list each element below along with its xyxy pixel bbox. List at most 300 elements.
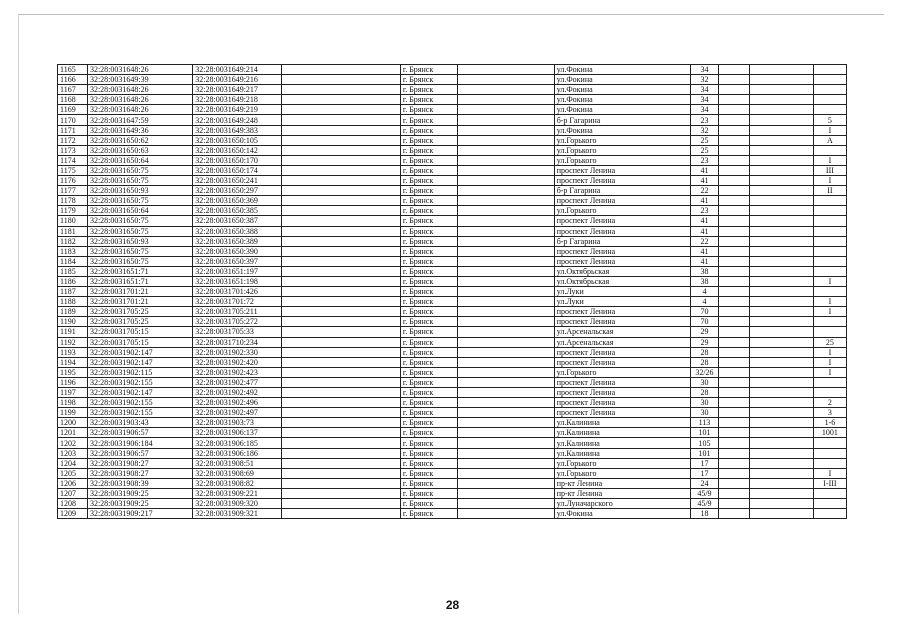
parcel-cadastral-number-cell: 32:28:0031908:27 [87,468,192,478]
empty-cell [749,377,813,387]
house-number-cell: 101 [691,428,719,438]
empty-cell [718,468,749,478]
object-cadastral-number-cell: 32:28:0031650:385 [193,206,282,216]
premises-number-cell [813,216,846,226]
row-number-cell: 1178 [58,196,88,206]
empty-cell [457,377,554,387]
empty-cell [718,226,749,236]
empty-cell [457,236,554,246]
object-cadastral-number-cell: 32:28:0031909:321 [193,509,282,519]
parcel-cadastral-number-cell: 32:28:0031650:93 [87,186,192,196]
parcel-cadastral-number-cell: 32:28:0031902:155 [87,398,192,408]
empty-cell [457,145,554,155]
city-cell: г. Брянск [400,287,457,297]
house-number-cell: 29 [691,327,719,337]
house-number-cell: 17 [691,458,719,468]
house-number-cell: 34 [691,95,719,105]
street-cell: проспект Ленина [554,226,690,236]
parcel-cadastral-number-cell: 32:28:0031649:39 [87,75,192,85]
parcel-cadastral-number-cell: 32:28:0031909:25 [87,488,192,498]
empty-cell [718,155,749,165]
street-cell: ул.Октябрьская [554,276,690,286]
premises-number-cell [813,85,846,95]
premises-number-cell: I [813,125,846,135]
object-cadastral-number-cell: 32:28:0031649:216 [193,75,282,85]
premises-number-cell: I [813,276,846,286]
house-number-cell: 41 [691,216,719,226]
parcel-cadastral-number-cell: 32:28:0031650:75 [87,226,192,236]
city-cell: г. Брянск [400,266,457,276]
empty-cell [718,327,749,337]
parcel-cadastral-number-cell: 32:28:0031648:26 [87,65,192,75]
empty-cell [718,95,749,105]
premises-number-cell: III [813,165,846,175]
city-cell: г. Брянск [400,246,457,256]
empty-cell [718,176,749,186]
row-number-cell: 1192 [58,337,88,347]
city-cell: г. Брянск [400,327,457,337]
premises-number-cell: I [813,176,846,186]
empty-cell [749,256,813,266]
empty-cell [718,307,749,317]
house-number-cell: 113 [691,418,719,428]
object-cadastral-number-cell: 32:28:0031650:390 [193,246,282,256]
parcel-cadastral-number-cell: 32:28:0031701:21 [87,287,192,297]
empty-cell [282,256,401,266]
empty-cell [749,488,813,498]
table-row [58,135,847,145]
city-cell: г. Брянск [400,95,457,105]
empty-cell [718,276,749,286]
empty-cell [718,206,749,216]
house-number-cell: 45/9 [691,499,719,509]
premises-number-cell [813,388,846,398]
object-cadastral-number-cell: 32:28:0031649:248 [193,115,282,125]
city-cell: г. Брянск [400,398,457,408]
city-cell: г. Брянск [400,75,457,85]
empty-cell [282,458,401,468]
empty-cell [718,165,749,175]
empty-cell [457,428,554,438]
premises-number-cell: 25 [813,337,846,347]
house-number-cell: 38 [691,266,719,276]
parcel-cadastral-number-cell: 32:28:0031909:217 [87,509,192,519]
premises-number-cell [813,95,846,105]
row-number-cell: 1196 [58,377,88,387]
street-cell: ул.Луки [554,287,690,297]
object-cadastral-number-cell: 32:28:0031909:320 [193,499,282,509]
row-number-cell: 1203 [58,448,88,458]
object-cadastral-number-cell: 32:28:0031650:241 [193,176,282,186]
object-cadastral-number-cell: 32:28:0031650:388 [193,226,282,236]
empty-cell [282,468,401,478]
empty-cell [457,357,554,367]
street-cell: ул.Фокина [554,65,690,75]
street-cell: проспект Ленина [554,165,690,175]
empty-cell [749,276,813,286]
row-number-cell: 1168 [58,95,88,105]
table-row [58,499,847,509]
object-cadastral-number-cell: 32:28:0031651:197 [193,266,282,276]
object-cadastral-number-cell: 32:28:0031650:142 [193,145,282,155]
empty-cell [457,206,554,216]
object-cadastral-number-cell: 32:28:0031705:33 [193,327,282,337]
city-cell: г. Брянск [400,448,457,458]
city-cell: г. Брянск [400,337,457,347]
table-row [58,357,847,367]
empty-cell [457,85,554,95]
empty-cell [282,65,401,75]
premises-number-cell [813,438,846,448]
empty-cell [457,317,554,327]
house-number-cell: 32/26 [691,367,719,377]
house-number-cell: 70 [691,317,719,327]
empty-cell [282,347,401,357]
empty-cell [749,317,813,327]
house-number-cell: 4 [691,297,719,307]
empty-cell [282,408,401,418]
row-number-cell: 1185 [58,266,88,276]
empty-cell [282,448,401,458]
empty-cell [457,418,554,428]
empty-cell [457,135,554,145]
city-cell: г. Брянск [400,418,457,428]
premises-number-cell: II [813,186,846,196]
city-cell: г. Брянск [400,105,457,115]
empty-cell [749,226,813,236]
house-number-cell: 28 [691,347,719,357]
object-cadastral-number-cell: 32:28:0031650:174 [193,165,282,175]
empty-cell [718,105,749,115]
street-cell: ул.Калинина [554,438,690,448]
street-cell: ул.Фокина [554,105,690,115]
object-cadastral-number-cell: 32:28:0031906:137 [193,428,282,438]
street-cell: ул.Горького [554,206,690,216]
parcel-cadastral-number-cell: 32:28:0031650:75 [87,176,192,186]
parcel-cadastral-number-cell: 32:28:0031906:184 [87,438,192,448]
street-cell: ул.Горького [554,135,690,145]
premises-number-cell [813,256,846,266]
row-number-cell: 1205 [58,468,88,478]
city-cell: г. Брянск [400,145,457,155]
parcel-cadastral-number-cell: 32:28:0031902:147 [87,357,192,367]
empty-cell [749,145,813,155]
empty-cell [457,65,554,75]
empty-cell [749,448,813,458]
premises-number-cell: I [813,357,846,367]
street-cell: проспект Ленина [554,176,690,186]
empty-cell [282,478,401,488]
table-row [58,266,847,276]
empty-cell [718,448,749,458]
empty-cell [457,458,554,468]
premises-number-cell [813,206,846,216]
house-number-cell: 105 [691,438,719,448]
city-cell: г. Брянск [400,357,457,367]
table-row [58,327,847,337]
street-cell: ул.Горького [554,155,690,165]
empty-cell [718,145,749,155]
parcel-cadastral-number-cell: 32:28:0031908:39 [87,478,192,488]
empty-cell [457,216,554,226]
premises-number-cell: 5 [813,115,846,125]
object-cadastral-number-cell: 32:28:0031650:105 [193,135,282,145]
empty-cell [718,266,749,276]
premises-number-cell: I [813,297,846,307]
street-cell: б-р Гагарина [554,236,690,246]
table-row [58,246,847,256]
row-number-cell: 1206 [58,478,88,488]
row-number-cell: 1171 [58,125,88,135]
row-number-cell: 1182 [58,236,88,246]
parcel-cadastral-number-cell: 32:28:0031650:64 [87,155,192,165]
empty-cell [749,367,813,377]
parcel-cadastral-number-cell: 32:28:0031909:25 [87,499,192,509]
empty-cell [282,196,401,206]
city-cell: г. Брянск [400,125,457,135]
empty-cell [282,145,401,155]
house-number-cell: 41 [691,176,719,186]
house-number-cell: 4 [691,287,719,297]
street-cell: проспект Ленина [554,246,690,256]
row-number-cell: 1197 [58,388,88,398]
city-cell: г. Брянск [400,428,457,438]
city-cell: г. Брянск [400,155,457,165]
empty-cell [749,408,813,418]
object-cadastral-number-cell: 32:28:0031705:272 [193,317,282,327]
city-cell: г. Брянск [400,256,457,266]
empty-cell [457,186,554,196]
parcel-cadastral-number-cell: 32:28:0031650:75 [87,196,192,206]
table-row [58,448,847,458]
empty-cell [457,347,554,357]
empty-cell [282,75,401,85]
empty-cell [282,85,401,95]
object-cadastral-number-cell: 32:28:0031650:397 [193,256,282,266]
register-table-body [58,65,847,519]
empty-cell [457,478,554,488]
empty-cell [749,458,813,468]
house-number-cell: 30 [691,408,719,418]
object-cadastral-number-cell: 32:28:0031903:73 [193,418,282,428]
object-cadastral-number-cell: 32:28:0031649:219 [193,105,282,115]
empty-cell [749,307,813,317]
street-cell: проспект Ленина [554,196,690,206]
house-number-cell: 23 [691,115,719,125]
house-number-cell: 22 [691,236,719,246]
empty-cell [749,327,813,337]
empty-cell [457,448,554,458]
empty-cell [282,307,401,317]
house-number-cell: 101 [691,448,719,458]
house-number-cell: 29 [691,337,719,347]
empty-cell [282,377,401,387]
street-cell: пр-кт Ленина [554,478,690,488]
empty-cell [457,509,554,519]
street-cell: ул.Горького [554,367,690,377]
object-cadastral-number-cell: 32:28:0031902:497 [193,408,282,418]
street-cell: проспект Ленина [554,317,690,327]
row-number-cell: 1201 [58,428,88,438]
house-number-cell: 70 [691,307,719,317]
city-cell: г. Брянск [400,115,457,125]
empty-cell [749,236,813,246]
empty-cell [282,488,401,498]
empty-cell [749,216,813,226]
empty-cell [749,135,813,145]
empty-cell [457,176,554,186]
empty-cell [282,236,401,246]
empty-cell [282,499,401,509]
house-number-cell: 30 [691,398,719,408]
object-cadastral-number-cell: 32:28:0031906:186 [193,448,282,458]
premises-number-cell [813,196,846,206]
row-number-cell: 1202 [58,438,88,448]
parcel-cadastral-number-cell: 32:28:0031650:75 [87,165,192,175]
parcel-cadastral-number-cell: 32:28:0031705:25 [87,307,192,317]
table-row [58,297,847,307]
street-cell: ул.Луначарского [554,499,690,509]
table-row [58,488,847,498]
table-row [58,145,847,155]
empty-cell [718,287,749,297]
row-number-cell: 1179 [58,206,88,216]
house-number-cell: 25 [691,135,719,145]
empty-cell [718,256,749,266]
street-cell: ул.Калинина [554,428,690,438]
house-number-cell: 34 [691,85,719,95]
table-row [58,125,847,135]
premises-number-cell [813,75,846,85]
table-row [58,478,847,488]
empty-cell [282,115,401,125]
empty-cell [718,488,749,498]
city-cell: г. Брянск [400,499,457,509]
house-number-cell: 41 [691,246,719,256]
empty-cell [718,196,749,206]
row-number-cell: 1204 [58,458,88,468]
empty-cell [282,246,401,256]
parcel-cadastral-number-cell: 32:28:0031650:63 [87,145,192,155]
table-row [58,287,847,297]
row-number-cell: 1184 [58,256,88,266]
street-cell: ул.Фокина [554,85,690,95]
empty-cell [749,176,813,186]
table-row [58,165,847,175]
empty-cell [718,186,749,196]
row-number-cell: 1175 [58,165,88,175]
row-number-cell: 1199 [58,408,88,418]
premises-number-cell [813,499,846,509]
premises-number-cell [813,287,846,297]
parcel-cadastral-number-cell: 32:28:0031650:75 [87,256,192,266]
object-cadastral-number-cell: 32:28:0031908:51 [193,458,282,468]
empty-cell [282,125,401,135]
row-number-cell: 1189 [58,307,88,317]
street-cell: проспект Ленина [554,408,690,418]
empty-cell [749,85,813,95]
empty-cell [718,418,749,428]
city-cell: г. Брянск [400,297,457,307]
empty-cell [282,95,401,105]
table-row [58,408,847,418]
table-row [58,256,847,266]
street-cell: проспект Ленина [554,377,690,387]
street-cell: б-р Гагарина [554,186,690,196]
empty-cell [282,276,401,286]
empty-cell [718,85,749,95]
house-number-cell: 18 [691,509,719,519]
empty-cell [718,125,749,135]
empty-cell [749,438,813,448]
object-cadastral-number-cell: 32:28:0031906:185 [193,438,282,448]
street-cell: ул.Калинина [554,418,690,428]
house-number-cell: 34 [691,65,719,75]
city-cell: г. Брянск [400,367,457,377]
empty-cell [749,155,813,165]
empty-cell [457,367,554,377]
city-cell: г. Брянск [400,388,457,398]
house-number-cell: 28 [691,357,719,367]
house-number-cell: 45/9 [691,488,719,498]
object-cadastral-number-cell: 32:28:0031710:234 [193,337,282,347]
table-row [58,155,847,165]
row-number-cell: 1173 [58,145,88,155]
table-row [58,317,847,327]
empty-cell [718,75,749,85]
parcel-cadastral-number-cell: 32:28:0031902:147 [87,347,192,357]
city-cell: г. Брянск [400,226,457,236]
row-number-cell: 1209 [58,509,88,519]
row-number-cell: 1186 [58,276,88,286]
empty-cell [282,226,401,236]
table-row [58,468,847,478]
street-cell: проспект Ленина [554,398,690,408]
street-cell: проспект Ленина [554,307,690,317]
parcel-cadastral-number-cell: 32:28:0031902:115 [87,367,192,377]
table-row [58,428,847,438]
city-cell: г. Брянск [400,468,457,478]
street-cell: ул.Фокина [554,509,690,519]
premises-number-cell: 2 [813,398,846,408]
street-cell: ул.Горького [554,145,690,155]
object-cadastral-number-cell: 32:28:0031649:383 [193,125,282,135]
empty-cell [718,216,749,226]
city-cell: г. Брянск [400,186,457,196]
city-cell: г. Брянск [400,408,457,418]
empty-cell [749,206,813,216]
empty-cell [282,105,401,115]
row-number-cell: 1188 [58,297,88,307]
empty-cell [457,115,554,125]
object-cadastral-number-cell: 32:28:0031701:426 [193,287,282,297]
object-cadastral-number-cell: 32:28:0031902:492 [193,388,282,398]
empty-cell [282,216,401,226]
empty-cell [457,408,554,418]
parcel-cadastral-number-cell: 32:28:0031650:75 [87,246,192,256]
house-number-cell: 25 [691,145,719,155]
house-number-cell: 34 [691,105,719,115]
scan-border-top [18,14,884,15]
table-row [58,509,847,519]
city-cell: г. Брянск [400,176,457,186]
parcel-cadastral-number-cell: 32:28:0031649:36 [87,125,192,135]
empty-cell [282,428,401,438]
empty-cell [749,509,813,519]
premises-number-cell: I [813,347,846,357]
parcel-cadastral-number-cell: 32:28:0031651:71 [87,266,192,276]
premises-number-cell [813,266,846,276]
